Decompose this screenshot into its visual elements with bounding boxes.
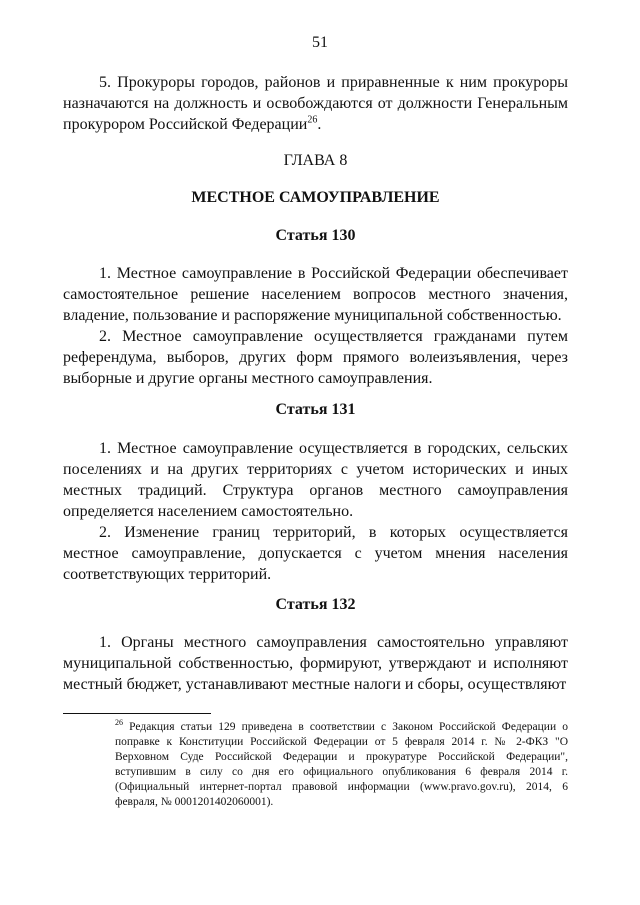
article-body [63, 263, 568, 389]
article-heading-block [63, 401, 568, 419]
chapter-title-block [63, 189, 568, 207]
footnote [115, 720, 568, 810]
footnote-reference: 26 [307, 114, 318, 126]
intro-paragraph-block [63, 72, 568, 135]
page-number: 51 [312, 34, 328, 51]
chapter-title: МЕСТНОЕ САМОУПРАВЛЕНИЕ [191, 189, 440, 206]
intro-end: . [317, 116, 322, 133]
article-paragraph: 2. Местное самоуправление осуществляется гражданами путем референдума, выборов, других форм прямого волеизъявления, через выборные и другие органы местного самоуправления. [63, 328, 568, 387]
footnote-text: Редакция статьи 129 приведена в соответствии с Законом Российской Федерации о поправке к Конституции Российской Федерации от 5 февраля 2014 г. № 2-ФКЗ "О Верховном Суде Российской Федерации и прокуратуре Российской Федерации", вступившим в силу со дня его официального опубликования 6 февраля 2014 г. (Официальный интернет-портал правовой информации (www.pravo.gov.ru), 2014, 6 февраля, № 0001201402060001). [115, 721, 568, 808]
article-paragraph: 1. Органы местного самоуправления самостоятельно управляют муниципальной собственностью, формируют, утверждают и исполняют местный бюджет, устанавливают местные налоги и сборы, осуществляют [63, 634, 568, 693]
article-heading: Статья 132 [275, 596, 356, 613]
article-heading-block [63, 596, 568, 614]
intro-text: 5. Прокуроры городов, районов и приравненные к ним прокуроры назначаются на должность и освобождаются от должности Генеральным прокурором Российской Федерации [63, 74, 568, 133]
chapter-label-block [63, 152, 568, 170]
article-paragraph: 1. Местное самоуправление осуществляется в городских, сельских поселениях и на других территориях с учетом исторических и иных местных традиций. Структура органов местного самоуправления определяется населением самостоятельно. [63, 440, 568, 520]
footnote-number: 26 [115, 718, 123, 728]
article-heading: Статья 130 [275, 227, 356, 244]
footnote-divider [63, 713, 211, 714]
article-paragraph: 1. Местное самоуправление в Российской Федерации обеспечивает самостоятельное решение населением вопросов местного значения, владение, пользование и распоряжение муниципальной собственностью. [63, 265, 568, 324]
article-heading: Статья 131 [275, 401, 356, 418]
intro-paragraph [63, 72, 568, 135]
article-heading-block [63, 227, 568, 245]
chapter-label: ГЛАВА 8 [283, 152, 348, 169]
article-body [63, 632, 568, 695]
article-paragraph: 2. Изменение границ территорий, в которых осуществляется местное самоуправление, допускается с учетом мнения населения соответствующих территорий. [63, 524, 568, 583]
article-body [63, 438, 568, 585]
